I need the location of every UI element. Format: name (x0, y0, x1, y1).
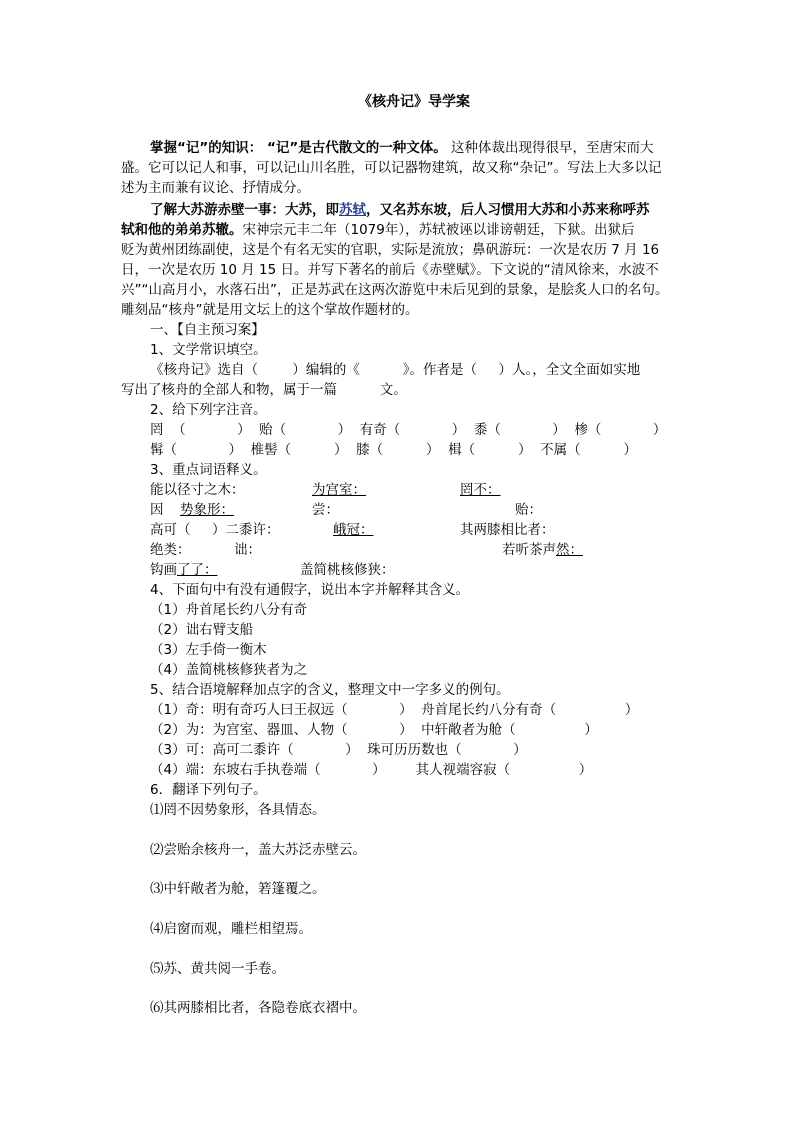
term-item: 诎： (234, 542, 261, 558)
translation-item: ⑸苏、黄共阅一手卷。 (150, 961, 285, 977)
intro-line: 兴”“山高月小，水落石出”，正是苏武在这两次游览中未后见到的景象，是脍炙人口的名句。 (121, 282, 669, 298)
list-item: （3）左手倚一衡木 (150, 642, 267, 658)
term-item: 高可（ ）二黍许： (150, 522, 280, 538)
question-heading: 1、文学常识填空。 (150, 342, 267, 358)
intro-line: 日，一次是农历 10 月 15 日。并写下著名的前后《赤壁赋》。下文说的“清风徐来，水波不 (121, 262, 659, 278)
intro-line: 雕刻品“核舟”就是用文坛上的这个掌故作题材的。 (121, 302, 419, 318)
question-line: 罔 （ ） 贻（ ） 有奇（ ） 黍（ ） 椮（ ） (150, 422, 667, 438)
term-item: 罔不： (460, 482, 501, 498)
intro-bold: 了解大苏游赤壁一事：大苏，即 (150, 202, 339, 218)
question-line: 写出了核舟的全部人和物，属于一篇 文。 (121, 382, 407, 398)
question-heading: 5、结合语境解释加点字的含义，整理文中一字多义的例句。 (150, 682, 510, 698)
section-title: 一、【自主预习案】 (150, 322, 265, 338)
term-item: 因 (150, 502, 164, 518)
term-item: 能以径寸之木： (150, 482, 245, 498)
intro-line (150, 138, 654, 158)
term-item: 尝： (312, 502, 339, 518)
intro-bold: 掌握“记”的知识： “记”是古代散文的一种文体。 (150, 140, 447, 156)
term-item: 盖简桃核修狭： (300, 562, 395, 578)
intro-bold: 轼和他的弟弟苏辙。 (121, 222, 243, 238)
list-item: （2）为：为宫室、器皿、人物（ ） 中轩敞者为舱（ ） (150, 722, 598, 738)
intro-line: 贬为黄州团练副使，这是个有名无实的官职，实际是流放；鼻矾游玩：一次是农历 7 月 16 (121, 242, 660, 258)
intro-text: 宋神宗元丰二年（1079年），苏轼被诬以诽谤朝廷，下狱。出狱后 (242, 222, 635, 238)
list-item: （4）端：东坡右手执卷端（ ） 其人视端容寂（ ） (150, 762, 593, 778)
intro-line: 述为主而兼有议论、抒情成分。 (121, 180, 310, 196)
question-heading: 6．翻译下列句子。 (150, 782, 267, 798)
translation-item: ⑶中轩敞者为舱，箬篷覆之。 (150, 881, 326, 897)
intro-bold: ，又名苏东坡，后人习惯用大苏和小苏来称呼苏 (366, 202, 650, 218)
question-line: 髯（ ） 椎髻（ ） 膝（ ） 楫（ ） 不属（ ） (150, 442, 637, 458)
term-item: 势象形： (180, 502, 234, 518)
translation-item: ⑷启窗而观，雕栏相望焉。 (150, 921, 312, 937)
term-item: 钩画了了： (150, 562, 218, 578)
list-item: （1）舟首尾长约八分有奇 (150, 602, 308, 618)
list-item: （1）奇：明有奇巧人曰王叔远（ ） 舟首尾长约八分有奇（ ） (150, 702, 639, 718)
intro-line: 盛。它可以记人和事，可以记山川名胜，可以记器物建筑，故又称“杂记”。写法上大多以记 (121, 160, 662, 176)
term-item: 绝类： (150, 542, 191, 558)
question-heading: 4、下面句中有没有通假字，说出本字并解释其含义。 (150, 582, 470, 598)
question-heading: 3、重点词语释义。 (150, 462, 267, 478)
term-item: 其两膝相比者： (460, 522, 555, 538)
term-item: 若听茶声然： (502, 542, 583, 558)
list-item: （3）可：高可二黍许（ ） 珠可历历数也（ ） (150, 742, 527, 758)
page-title: 《核舟记》导学案 (358, 94, 470, 110)
list-item: （4）盖简桃核修狭者为之 (150, 662, 308, 678)
intro-text: 这种体裁出现得很早，至唐宋而大 (446, 140, 654, 156)
term-item: 为宫室： (312, 482, 366, 498)
intro-line (121, 220, 635, 240)
translation-item: ⑹其两膝相比者，各隐卷底衣褶中。 (150, 1000, 366, 1016)
question-heading: 2、给下列字注音。 (150, 402, 267, 418)
translation-item: ⑵尝贻余核舟一，盖大苏泛赤壁云。 (150, 842, 366, 858)
intro-line (150, 200, 650, 220)
list-item: （2）诎右臂支船 (150, 622, 254, 638)
question-line: 《核舟记》选自（ ）编辑的《 》。作者是（ ）人。，全文全面如实地 (150, 362, 641, 378)
su-shi-link[interactable]: 苏轼 (339, 202, 366, 218)
term-item: 贻： (515, 502, 542, 518)
translation-item: ⑴罔不因势象形，各具情态。 (150, 802, 326, 818)
term-item: 峨冠： (333, 522, 374, 538)
